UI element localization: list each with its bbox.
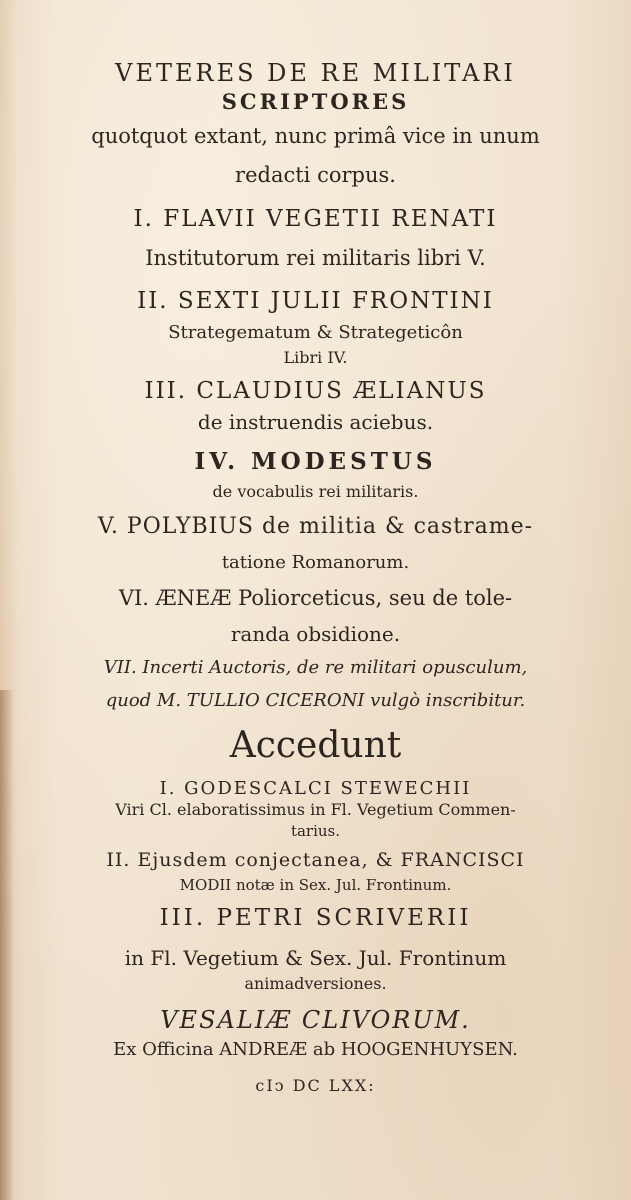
accedit-2-line-2: MODII notæ in Sex. Jul. Frontinum. xyxy=(179,876,452,894)
work-1-title: I. FLAVII VEGETII RENATI xyxy=(133,206,498,232)
work-7-line-2: quod M. TULLIO CICERONI vulgò inscribitur. xyxy=(105,690,526,711)
work-5-line-1: V. POLYBIUS de militia & castrame- xyxy=(97,514,534,539)
accedit-2-line-1: II. Ejusdem conjectanea, & FRANCISCI xyxy=(106,849,525,871)
imprint-year: cIↄ DC LXX: xyxy=(255,1076,376,1095)
accedunt-heading: Accedunt xyxy=(229,725,402,766)
accedit-3-line-2: animadversiones. xyxy=(244,974,387,993)
title-line-3: quotquot extant, nunc primâ vice in unum xyxy=(91,124,540,148)
title-line-1: VETERES DE RE MILITARI xyxy=(115,59,516,87)
work-4-subtitle: de vocabulis rei militaris. xyxy=(212,482,419,501)
accedit-3-title: III. PETRI SCRIVERII xyxy=(159,905,472,931)
accedit-3-line-1: in Fl. Vegetium & Sex. Jul. Frontinum xyxy=(124,946,507,970)
accedit-1-title: I. GODESCALCI STEWECHII xyxy=(159,778,472,799)
work-3-title: III. CLAUDIUS ÆLIANUS xyxy=(144,378,487,404)
imprint-printer: Ex Officina ANDREÆ ab HOOGENHUYSEN. xyxy=(113,1039,518,1060)
work-2-subtitle-2: Libri IV. xyxy=(283,348,348,367)
page-edge-shadow xyxy=(0,690,14,1200)
work-7-line-1: VII. Incerti Auctoris, de re militari opusculum, xyxy=(103,657,528,678)
work-6-line-1: VI. ÆNEÆ Poliorceticus, seu de tole- xyxy=(118,586,513,610)
work-1-subtitle: Institutorum rei militaris libri V. xyxy=(145,246,486,270)
title-line-4: redacti corpus. xyxy=(235,163,396,187)
work-2-subtitle-1: Strategematum & Strategeticôn xyxy=(168,322,463,343)
accedit-1-line-1: Viri Cl. elaboratissimus in Fl. Vegetium Commen- xyxy=(115,800,516,819)
work-6-line-2: randa obsidione. xyxy=(230,622,401,646)
work-2-title: II. SEXTI JULII FRONTINI xyxy=(137,288,494,314)
work-3-subtitle: de instruendis aciebus. xyxy=(197,410,434,434)
title-line-2: SCRIPTORES xyxy=(221,89,410,114)
work-4-title: IV. MODESTUS xyxy=(194,448,437,475)
imprint-city: VESALIÆ CLIVORUM. xyxy=(160,1006,471,1034)
accedit-1-line-2: tarius. xyxy=(290,822,341,840)
work-5-line-2: tatione Romanorum. xyxy=(221,552,410,573)
